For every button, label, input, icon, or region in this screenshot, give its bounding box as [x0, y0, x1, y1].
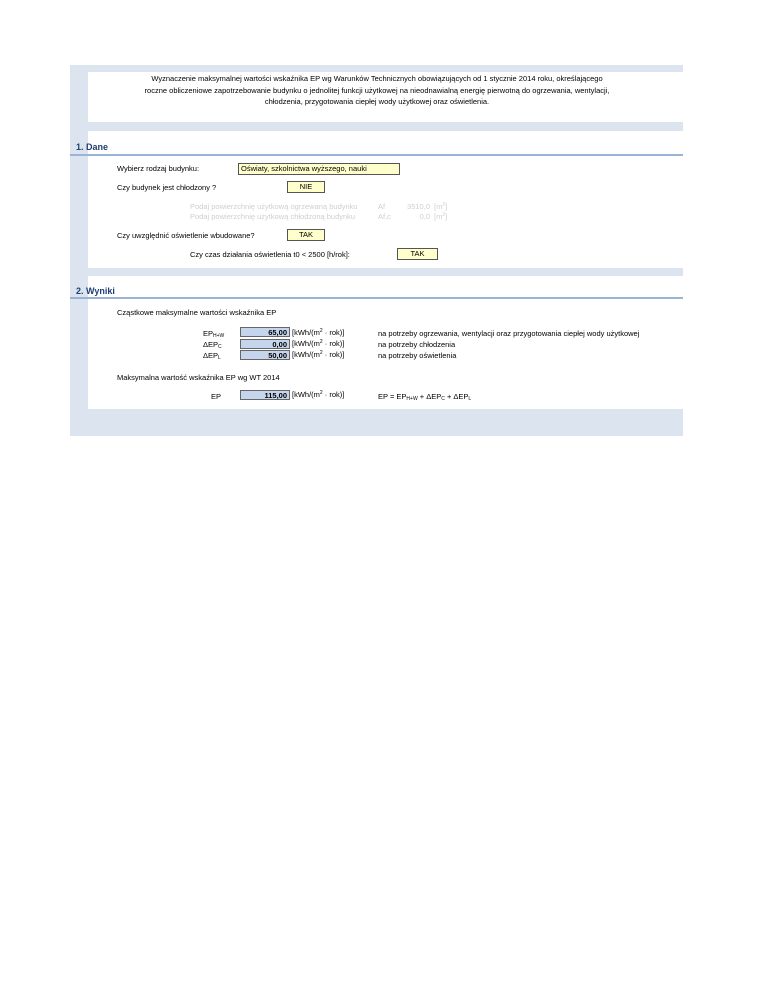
intro-text — [88, 73, 666, 108]
area-heated-unit: $[m^2]$ — [434, 202, 448, 211]
area-heated-value: 3510,0 — [407, 202, 430, 211]
lighting-time-select[interactable]: TAK — [397, 248, 438, 260]
ep-c-description: na potrzeby chłodzenia — [378, 340, 456, 349]
dane-panel — [88, 131, 683, 268]
area-heated-symbol: Af — [378, 202, 386, 211]
section-title-dane: 1. Dane — [76, 142, 109, 152]
ep-formula: EP = $EP_{H+W} + \Delta EP_C + \Delta EP_L$ — [378, 392, 472, 402]
section-title-wyniki: 2. Wyniki — [76, 286, 115, 296]
ep-c-unit: $[kWh/(m^2 \cdot rok)]$ — [292, 339, 345, 348]
ep-hw-description: na potrzeby ogrzewania, wentylacji oraz przygotowania ciepłej wody użytkowej — [378, 329, 640, 338]
area-heated-label: Podaj powierzchnię użytkową ogrzewaną budynku — [190, 202, 358, 211]
lighting-select[interactable]: TAK — [287, 229, 325, 241]
ep-c-value: 0,00 — [240, 339, 290, 349]
ep-hw-symbol: $EP_{H+W}$ — [203, 329, 225, 339]
ep-l-description: na potrzeby oświetlenia — [378, 351, 457, 360]
ep-c-symbol: $\Delta EP_C$ — [203, 340, 222, 350]
ep-l-symbol: $\Delta EP_L$ — [203, 351, 221, 361]
ep-hw-unit: $[kWh/(m^2 \cdot rok)]$ — [292, 328, 345, 337]
building-type-label: Wybierz rodzaj budynku: — [117, 164, 200, 173]
lighting-time-label: Czy czas działania oświetlenia t0 < 2500 [h/rok]: — [190, 250, 350, 259]
area-cooled-symbol: Af,c — [378, 212, 391, 221]
area-cooled-value: 0,0 — [419, 212, 430, 221]
max-ep-label: Maksymalna wartość wskaźnika EP wg WT 2014 — [117, 373, 280, 382]
intro-line-2: roczne obliczeniowe zapotrzebowanie budynku o jednolitej funkcji użytkowej na nieodnawialną energię pierwotną do ogrzewania, wentylacji, — [144, 85, 610, 95]
lighting-label: Czy uwzględnić oświetlenie wbudowane? — [117, 231, 255, 240]
ep-total-unit: $[kWh/(m^2 \cdot rok)]$ — [292, 390, 345, 399]
ep-l-unit: $[kWh/(m^2 \cdot rok)]$ — [292, 350, 345, 359]
partial-ep-label: Cząstkowe maksymalne wartości wskaźnika EP — [117, 308, 277, 317]
intro-line-3: chłodzenia, przygotowania ciepłej wody użytkowej oraz oświetlenia. — [264, 97, 490, 106]
building-type-select[interactable]: Oświaty, szkolnictwa wyższego, nauki — [238, 163, 400, 175]
section-rule-dane — [70, 154, 683, 156]
ep-l-value: 50,00 — [240, 350, 290, 360]
area-cooled-unit: $[m^2]$ — [434, 212, 448, 221]
ep-symbol: EP — [211, 392, 222, 401]
cooled-select[interactable]: NIE — [287, 181, 325, 193]
section-rule-wyniki — [70, 297, 683, 299]
ep-hw-value: 65,00 — [240, 327, 290, 337]
area-cooled-label: Podaj powierzchnię użytkową chłodzoną budynku — [190, 212, 356, 221]
ep-total-value: 115,00 — [240, 390, 290, 400]
cooled-label: Czy budynek jest chłodzony ? — [117, 183, 217, 192]
intro-line-1: Wyznaczenie maksymalnej wartości wskaźnika EP wg Warunków Technicznych obowiązujących od 1 stycznie 2014 roku, określającego — [151, 74, 603, 83]
